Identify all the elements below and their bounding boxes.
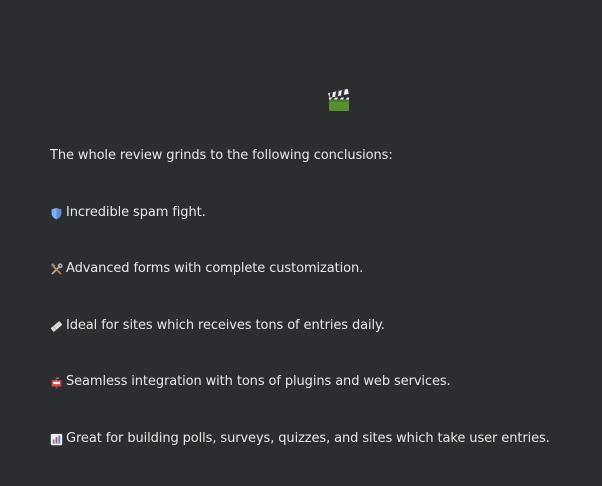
conclusion-item-polls (50, 430, 550, 448)
mailbox-icon (50, 376, 63, 389)
conclusion-item-spam (50, 204, 206, 222)
conclusion-text: Great for building polls, surveys, quizzes, and sites which take user entries. (66, 431, 550, 446)
conclusion-text: Seamless integration with tons of plugins and web services. (66, 374, 451, 389)
conclusion-text: Advanced forms with complete customization. (66, 261, 364, 276)
bar-chart-icon (50, 433, 63, 446)
conclusion-text: Ideal for sites which receives tons of entries daily. (66, 318, 385, 333)
ticket-icon (50, 320, 63, 333)
review-conclusion-intro: The whole review grinds to the following conclusions: (50, 148, 393, 163)
shield-icon (50, 207, 63, 220)
hammer-and-wrench-icon (50, 263, 63, 276)
clapper-board-icon (327, 88, 351, 112)
conclusion-item-entries (50, 317, 385, 335)
conclusion-text: Incredible spam fight. (66, 205, 206, 220)
conclusion-item-forms (50, 260, 363, 278)
conclusion-item-integration (50, 373, 451, 391)
